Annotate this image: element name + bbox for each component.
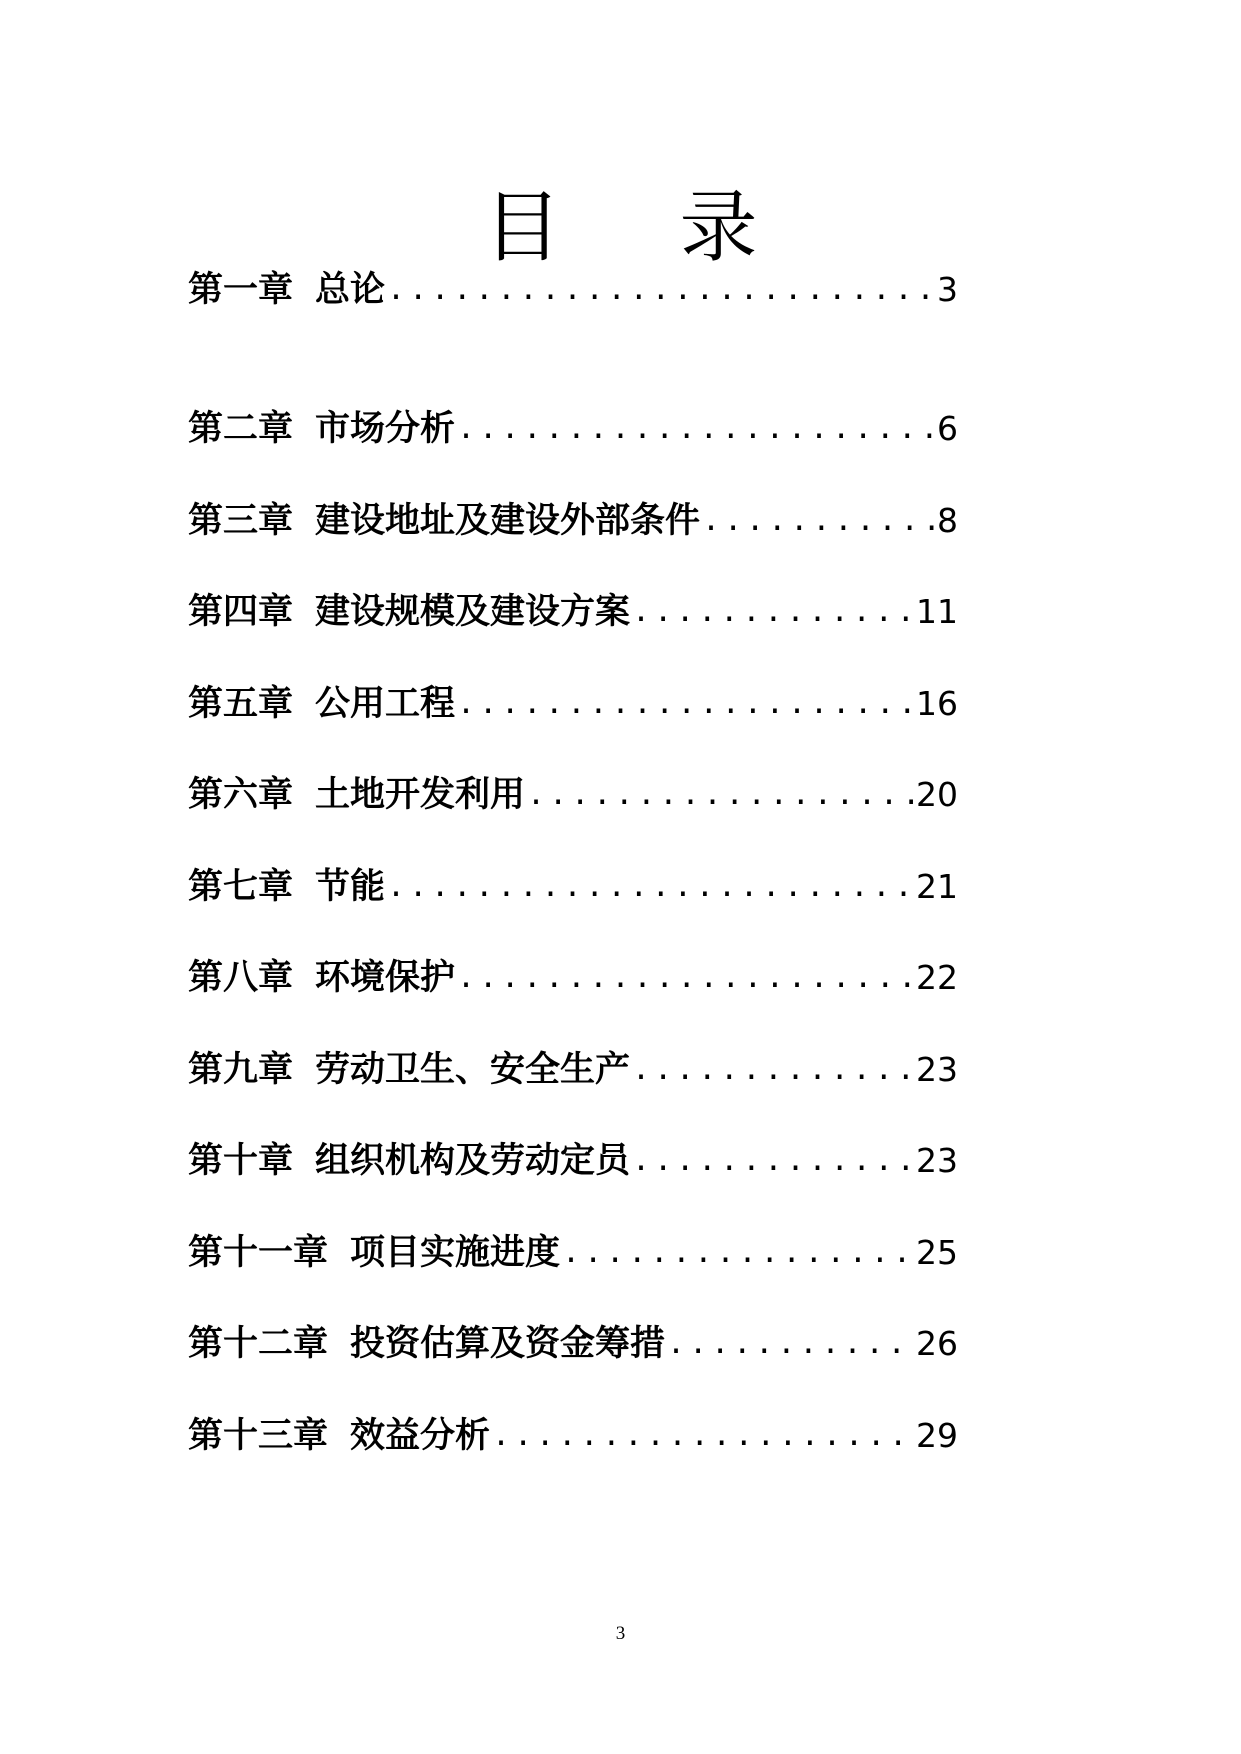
toc-chapter-title: 土地开发利用 bbox=[315, 775, 526, 815]
toc-chapter-title: 项目实施进度 bbox=[350, 1232, 561, 1273]
toc-entry-1[interactable] bbox=[188, 268, 958, 312]
toc-page-number: 3 bbox=[937, 270, 958, 309]
toc-entry-4[interactable] bbox=[188, 543, 958, 635]
toc-chapter-label: 第九章 bbox=[188, 1049, 294, 1090]
toc-dot-leader bbox=[455, 956, 914, 1000]
toc-entry-9[interactable] bbox=[188, 1000, 958, 1092]
toc-entry-8[interactable] bbox=[188, 909, 958, 1001]
toc-chapter-title: 建设规模及建设方案 bbox=[315, 592, 631, 632]
toc-chapter-label: 第十一章 bbox=[188, 1232, 329, 1273]
toc-chapter-label: 第四章 bbox=[188, 592, 294, 632]
toc-entry-2[interactable] bbox=[188, 360, 958, 452]
toc-chapter-label: 第二章 bbox=[188, 409, 294, 449]
toc-chapter-title: 总论 bbox=[315, 270, 386, 310]
toc-chapter-title: 节能 bbox=[315, 866, 386, 907]
toc-dot-leader bbox=[490, 1414, 914, 1458]
toc-entry-3[interactable] bbox=[188, 451, 958, 543]
table-of-contents bbox=[188, 268, 958, 1458]
toc-chapter-title: 公用工程 bbox=[315, 683, 456, 724]
toc-page-number: 20 bbox=[916, 775, 958, 814]
toc-page-number: 6 bbox=[937, 409, 958, 448]
toc-entry-5[interactable] bbox=[188, 634, 958, 726]
toc-dot-leader bbox=[525, 773, 914, 817]
toc-chapter-label: 第十三章 bbox=[188, 1415, 329, 1456]
toc-entry-6[interactable] bbox=[188, 726, 958, 818]
toc-page-number: 26 bbox=[916, 1324, 958, 1363]
toc-chapter-label: 第三章 bbox=[188, 500, 294, 541]
toc-page-number: 23 bbox=[916, 1049, 958, 1089]
toc-chapter-label: 第五章 bbox=[188, 683, 294, 724]
toc-page-number: 22 bbox=[916, 958, 958, 997]
toc-dot-leader bbox=[455, 407, 935, 451]
toc-entry-7[interactable] bbox=[188, 817, 958, 909]
toc-chapter-label: 第十章 bbox=[188, 1141, 294, 1181]
toc-dot-leader bbox=[560, 1231, 914, 1275]
toc-page-number: 23 bbox=[916, 1141, 958, 1180]
toc-entry-13[interactable] bbox=[188, 1366, 958, 1458]
toc-dot-leader bbox=[385, 865, 914, 909]
toc-page-number: 25 bbox=[916, 1232, 958, 1272]
toc-page-number: 8 bbox=[937, 500, 958, 540]
page-title: 目录 bbox=[483, 183, 876, 273]
toc-chapter-label: 第十二章 bbox=[188, 1324, 329, 1364]
toc-chapter-title: 环境保护 bbox=[315, 958, 456, 998]
toc-page-number: 16 bbox=[916, 683, 958, 723]
toc-chapter-title: 劳动卫生、安全生产 bbox=[315, 1049, 631, 1090]
toc-page-number: 11 bbox=[916, 592, 958, 631]
toc-chapter-title: 组织机构及劳动定员 bbox=[315, 1141, 631, 1181]
toc-chapter-title: 投资估算及资金筹措 bbox=[350, 1324, 666, 1364]
toc-entry-12[interactable] bbox=[188, 1275, 958, 1367]
toc-chapter-label: 第七章 bbox=[188, 866, 294, 907]
toc-dot-leader bbox=[630, 590, 914, 634]
toc-page-number: 21 bbox=[916, 866, 958, 906]
toc-dot-leader bbox=[455, 682, 914, 726]
toc-page-number: 29 bbox=[916, 1415, 958, 1455]
footer-page-number: 3 bbox=[615, 1623, 626, 1644]
toc-dot-leader bbox=[700, 499, 935, 543]
toc-chapter-label: 第一章 bbox=[188, 270, 294, 310]
toc-chapter-title: 建设地址及建设外部条件 bbox=[315, 500, 701, 541]
toc-chapter-title: 效益分析 bbox=[350, 1415, 491, 1456]
toc-chapter-label: 第八章 bbox=[188, 958, 294, 998]
toc-dot-leader bbox=[630, 1139, 914, 1183]
toc-dot-leader bbox=[665, 1322, 914, 1366]
toc-dot-leader bbox=[630, 1048, 914, 1092]
toc-entry-10[interactable] bbox=[188, 1092, 958, 1184]
toc-dot-leader bbox=[385, 268, 935, 312]
toc-chapter-title: 市场分析 bbox=[315, 409, 456, 449]
toc-chapter-label: 第六章 bbox=[188, 775, 294, 815]
toc-entry-11[interactable] bbox=[188, 1183, 958, 1275]
